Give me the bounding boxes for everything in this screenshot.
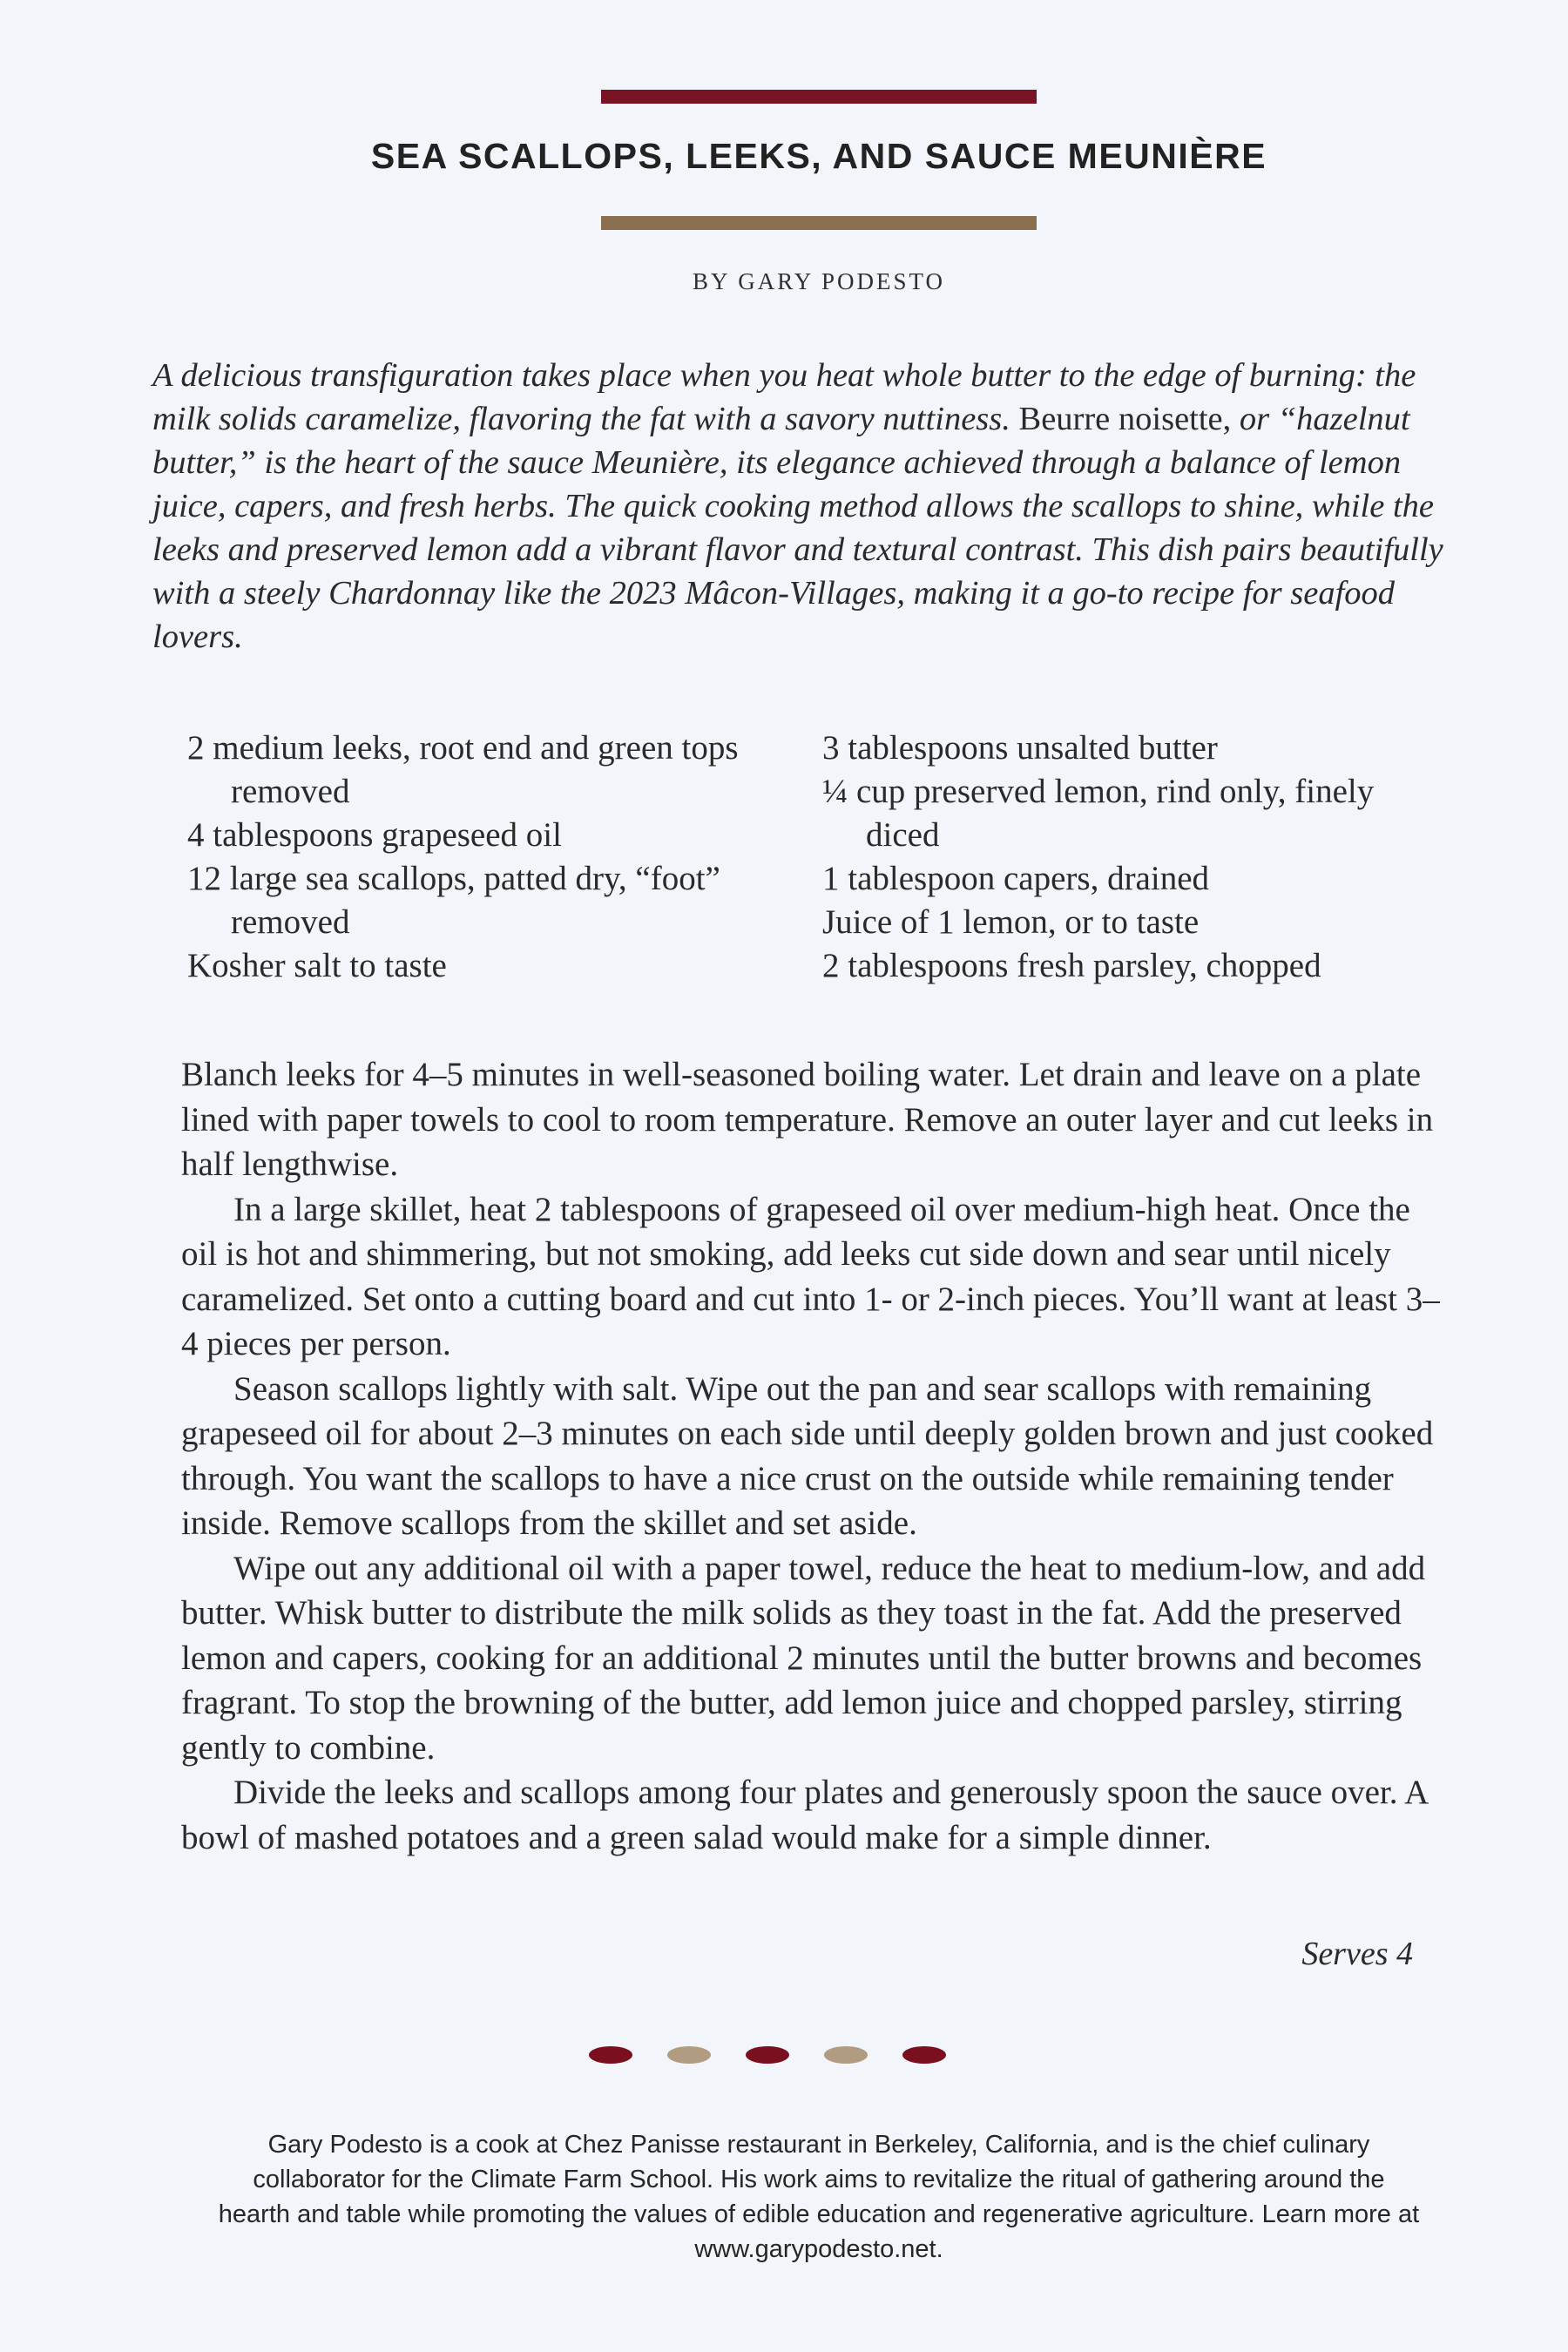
method-step: Season scallops lightly with salt. Wipe out the pan and sear scallops with remaining grapeseed oil for about 2–3 minutes on each side until deeply golden brown and just cooked through. You want the scallops to have a nice crust on the outside while remaining tender inside. Remove scallops from the skillet and set aside. [181, 1369, 1434, 1542]
method-section [181, 1052, 1444, 1860]
ingredient-item: 2 tablespoons fresh parsley, chopped [822, 947, 1321, 984]
ingredients-right-column [822, 727, 1450, 988]
method-step: Divide the leeks and scallops among four plates and generously spoon the sauce over. A bowl of mashed potatoes and a green salad would make for a simple dinner. [181, 1774, 1428, 1856]
ornament-dots [589, 2045, 946, 2065]
ingredient-item: 12 large sea scallops, patted dry, “foot” removed [187, 860, 720, 941]
ingredients-left-column [187, 727, 814, 988]
ornament-dot [589, 2046, 632, 2064]
method-step: Wipe out any additional oil with a paper towel, reduce the heat to medium-low, and add butter. Whisk butter to distribute the milk solids as they toast in the fat. Add the preserved lemon and capers, cooking for an additional 2 minutes until the butter browns and becomes fragrant. To stop the browning of the butter, add lemon juice and chopped parsley, stirring gently to combine. [181, 1549, 1426, 1767]
intro-text: or “hazelnut butter,” is the heart of the sauce Meunière, its elegance achieved through a balance of lemon juice, capers, and fresh herbs. The quick cooking method allows the scallops to shine, while the leeks and preserved lemon add a vibrant flavor and textural contrast. This dish pairs beautifully with a steely Chardonnay like the 2023 Mâcon-Villages, making it a go-to recipe for seafood lovers. [152, 401, 1443, 655]
method-step: In a large skillet, heat 2 tablespoons of grapeseed oil over medium-high heat. Once the oil is hot and shimmering, but not smoking, add leeks cut side down and sear until nicely caramelized. Set onto a cutting board and cut into 1- or 2-inch pieces. You’ll want at least 3–4 pieces per person. [181, 1190, 1440, 1362]
ingredient-item: 4 tablespoons grapeseed oil [187, 816, 562, 854]
ornament-dot [667, 2046, 711, 2064]
ingredient-item: ¼ cup preserved lemon, rind only, finely diced [822, 773, 1375, 854]
method-step: Blanch leeks for 4–5 minutes in well-seasoned boiling water. Let drain and leave on a plate lined with paper towels to cool to room temperature. Remove an outer layer and cut leeks in half lengthwise. [181, 1056, 1434, 1183]
top-divider-rule [601, 90, 1037, 104]
intro-text-roman: Beurre noisette, [1018, 401, 1232, 437]
author-bio: Gary Podesto is a cook at Chez Panisse restaurant in Berkeley, California, and is the chief culinary collaborator for the Climate Farm School. His work aims to revitalize the ritual of gathering around the hearth and table while promoting the values of edible education and regenerative agriculture. Learn more at www.garypodesto.net. [218, 2131, 1420, 2263]
ornament-dot [902, 2046, 946, 2064]
bottom-divider-rule [601, 216, 1037, 230]
ornament-dot [746, 2046, 789, 2064]
byline: BY GARY PODESTO [692, 268, 946, 294]
intro-paragraph [152, 354, 1468, 659]
ornament-dot [824, 2046, 868, 2064]
ingredient-item: 1 tablespoon capers, drained [822, 860, 1210, 897]
serves-note: Serves 4 [1301, 1936, 1413, 1972]
intro-text: A delicious transfiguration takes place when you heat whole butter to the edge of burning: the milk solids caramelize, flavoring the fat with a savory nuttiness. [152, 357, 1416, 437]
ingredient-item: 3 tablespoons unsalted butter [822, 729, 1218, 767]
ingredient-item: 2 medium leeks, root end and green tops removed [187, 729, 739, 810]
ingredient-item: Juice of 1 lemon, or to taste [822, 903, 1200, 941]
recipe-title: SEA SCALLOPS, LEEKS, AND SAUCE MEUNIÈRE [370, 136, 1267, 176]
ingredient-item: Kosher salt to taste [187, 947, 447, 984]
